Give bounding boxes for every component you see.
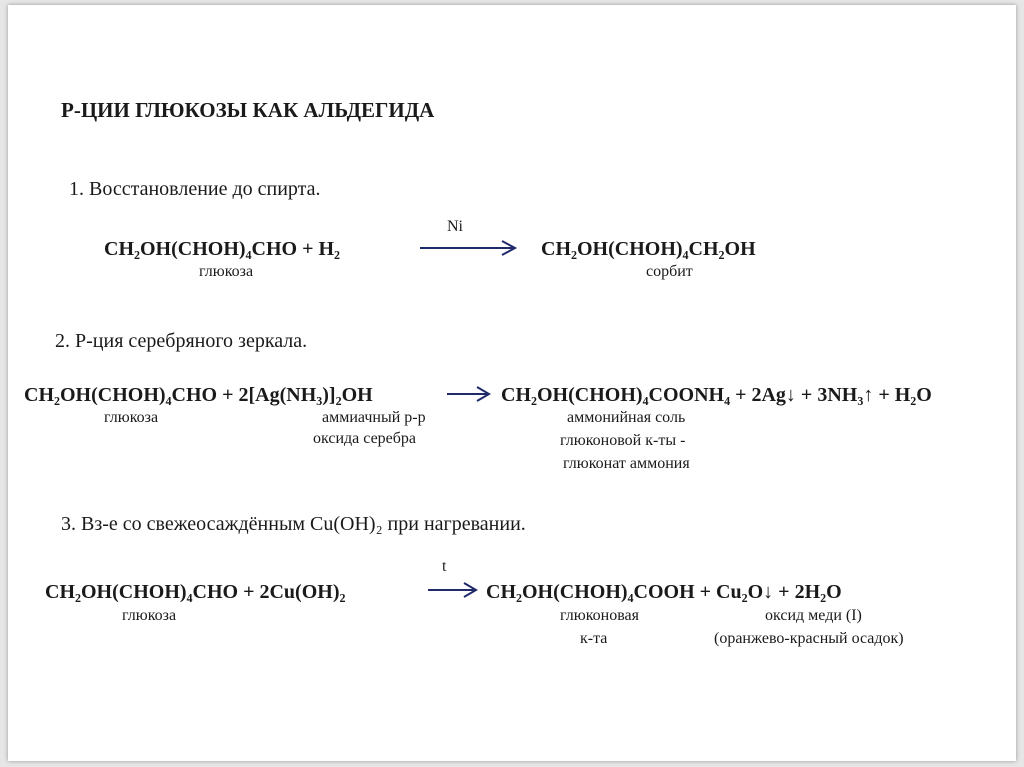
reaction2-glucose-label: глюкоза <box>104 409 159 426</box>
reaction1-catalyst: Ni <box>447 218 463 235</box>
reaction3-arrow-icon <box>428 580 480 600</box>
reaction1-product: CH₂OH(CHOH)₄CH₂OH <box>541 238 756 260</box>
reaction2-product-label-line3: глюконат аммония <box>563 455 690 472</box>
reaction3-oxide-label-line2: (оранжево-красный осадок) <box>714 630 904 647</box>
reaction2-reagent-label-line2: оксида серебра <box>313 430 417 447</box>
reaction3-acid-label-line2: к-та <box>580 630 608 647</box>
reaction1-product-label: сорбит <box>646 263 693 280</box>
reaction1-arrow-icon <box>420 238 520 258</box>
reaction1-reactant: CH₂OH(CHOH)₄CHO + H₂ <box>104 238 341 260</box>
reaction3-acid-label-line1: глюконовая <box>560 607 640 624</box>
reaction2-arrow-icon <box>447 384 493 404</box>
reaction3-product: CH₂OH(CHOH)₄COOH + Cu₂O↓ + 2H₂O <box>486 581 842 603</box>
reaction2-product-label-line2: глюконовой к-ты - <box>560 432 686 449</box>
reaction2-reactant: CH₂OH(CHOH)₄CHO + 2[Ag(NH₃)]₂OH <box>24 384 373 406</box>
reaction1-reactant-label: глюкоза <box>199 263 254 280</box>
reaction2-product-label-line1: аммонийная соль <box>567 409 686 426</box>
reaction3-condition: t <box>442 558 447 575</box>
reaction3-glucose-label: глюкоза <box>122 607 177 624</box>
reaction2-heading: 2. Р-ция серебряного зеркала. <box>55 330 308 352</box>
reaction3-oxide-label-line1: оксид меди (I) <box>765 607 862 624</box>
reaction2-reagent-label-line1: аммиачный р-р <box>322 409 426 426</box>
page-title: Р-ЦИИ ГЛЮКОЗЫ КАК АЛЬДЕГИДА <box>61 98 435 122</box>
reaction3-reactant: CH₂OH(CHOH)₄CHO + 2Cu(OH)₂ <box>45 581 346 603</box>
reaction1-heading: 1. Восстановление до спирта. <box>69 178 321 200</box>
reaction2-product: CH₂OH(CHOH)₄COONH₄ + 2Ag↓ + 3NH₃↑ + H₂O <box>501 384 932 406</box>
reaction3-heading: 3. Вз-е со свежеосаждённым Cu(OH)₂ при нагревании. <box>61 513 526 535</box>
